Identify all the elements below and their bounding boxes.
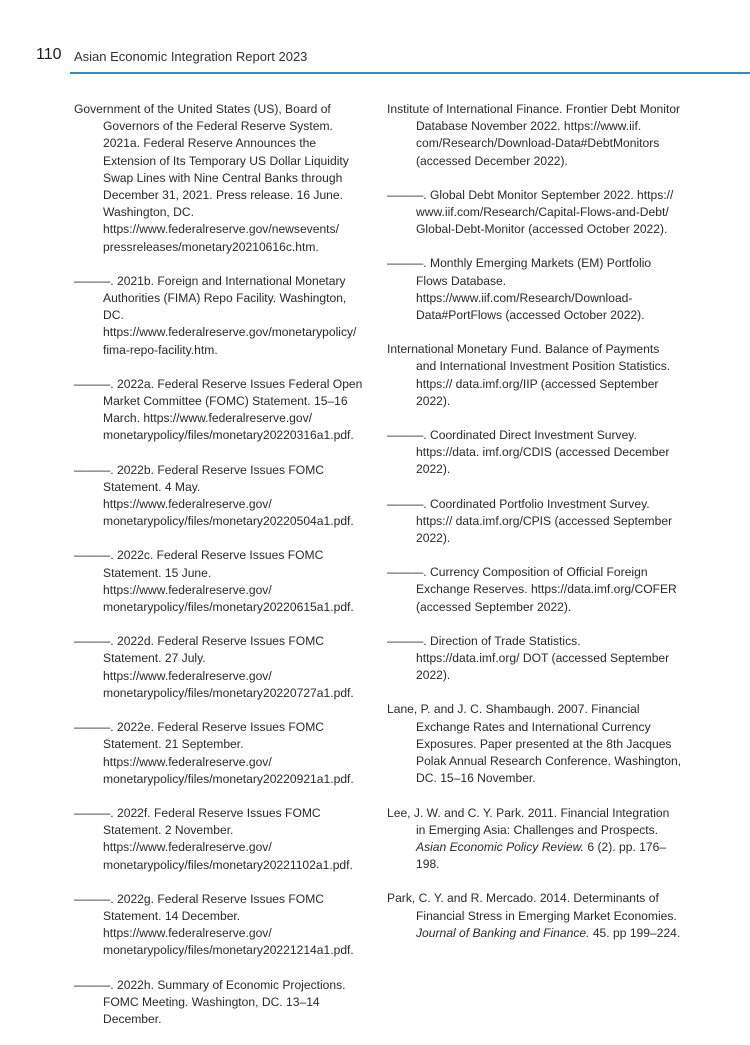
reference-entry: ———. Direction of Trade Statistics. https://data.imf.org/ DOT (accessed September 2022). xyxy=(387,633,670,683)
reference-entry: ———. 2022c. Federal Reserve Issues FOMC Statement. 15 June. https://www.federalreserve.gov/ monetarypolicy/files/monetary20220615a1.pdf. xyxy=(74,548,354,615)
running-title: Asian Economic Integration Report 2023 xyxy=(74,49,308,64)
reference-entry: ———. 2022a. Federal Reserve Issues Federal Open Market Committee (FOMC) Statement. 15–16 March. https://www.federalreserve.gov/ monetarypolicy/files/monetary20220316a1.pdf. xyxy=(74,376,363,443)
reference-entry xyxy=(387,890,682,942)
reference-text: 6 (2). pp. 176–198. xyxy=(416,839,667,872)
journal-title: Journal of Banking and Finance. xyxy=(416,925,590,940)
reference-entry: ———. 2022d. Federal Reserve Issues FOMC Statement. 27 July. https://www.federalreserve.gov/ monetarypolicy/files/monetary20220727a1.pdf. xyxy=(74,634,354,700)
reference-entry: Government of the United States (US), Board of Governors of the Federal Reserve System. 2021a. Federal Reserve Announces the Extension of Its Temporary US Dollar Liquidity Swap Lines with Nine Central Banks through December 31, 2021. Press release. 16 June. Washington, DC. https://www.federalreserve.gov/newsevents/ pressreleases/monetary20210616c.htm. xyxy=(74,102,349,254)
reference-entry xyxy=(387,805,682,874)
reference-entry: Institute of International Finance. Frontier Debt Monitor Database November 2022. https://www.iif. com/Research/Download-Data#DebtMonitors (accessed December 2022). xyxy=(387,102,681,168)
references-right-column xyxy=(387,101,682,959)
reference-entry: ———. Coordinated Portfolio Investment Survey. https:// data.imf.org/CPIS (accessed September 2022). xyxy=(387,496,673,546)
references-left-column xyxy=(74,101,364,1045)
page-header xyxy=(0,0,750,75)
reference-entry: ———. 2022g. Federal Reserve Issues FOMC Statement. 14 December. https://www.federalreserve.gov/ monetarypolicy/files/monetary20221214a1.pdf. xyxy=(74,891,354,958)
reference-entry: ———. Global Debt Monitor September 2022. https:// www.iif.com/Research/Capital-Flows-and-Debt/ Global-Debt-Monitor (accessed October 2022). xyxy=(387,187,674,237)
header-rule xyxy=(70,72,750,74)
reference-text: 45. pp 199–224. xyxy=(589,925,681,940)
page-number: 110 xyxy=(36,46,62,63)
reference-entry: ———. 2022b. Federal Reserve Issues FOMC Statement. 4 May. https://www.federalreserve.gov/ monetarypolicy/files/monetary20220504a1.pdf. xyxy=(74,462,354,529)
reference-entry: ———. 2022h. Summary of Economic Projections. FOMC Meeting. Washington, DC. 13–14 December. xyxy=(74,977,346,1026)
journal-title: Asian Economic Policy Review. xyxy=(416,839,585,854)
reference-entry: ———. 2021b. Foreign and International Monetary Authorities (FIMA) Repo Facility. Washington, DC. https://www.federalreserve.gov/monetarypolicy/ fima-repo-facility.htm. xyxy=(74,273,357,357)
reference-entry: ———. Coordinated Direct Investment Survey. https://data. imf.org/CDIS (accessed December 2022). xyxy=(387,428,670,477)
reference-entry: ———. 2022e. Federal Reserve Issues FOMC Statement. 21 September. https://www.federalreserve.gov/ monetarypolicy/files/monetary20220921a1.pdf. xyxy=(74,720,354,786)
reference-entry: International Monetary Fund. Balance of Payments and International Investment Position Statistics. https:// data.imf.org/IIP (accessed September 2022). xyxy=(387,342,671,408)
reference-entry: Lane, P. and J. C. Shambaugh. 2007. Financial Exchange Rates and International Currency Exposures. Paper presented at the 8th Jacques Polak Annual Research Conference. Washington, DC. 15–16 November. xyxy=(387,702,682,786)
reference-text: Lee, J. W. and C. Y. Park. 2011. Financial Integration in Emerging Asia: Challenges and Prospects. xyxy=(387,805,670,837)
reference-entry: ———. Currency Composition of Official Foreign Exchange Reserves. https://data.imf.org/COFER (accessed September 2022). xyxy=(387,565,677,614)
reference-entry: ———. Monthly Emerging Markets (EM) Portfolio Flows Database. https://www.iif.com/Research/Download-Data#PortFlows (accessed October 2022). xyxy=(387,256,652,323)
reference-text: Park, C. Y. and R. Mercado. 2014. Determinants of Financial Stress in Emerging Market Economies. xyxy=(387,891,677,923)
reference-entry: ———. 2022f. Federal Reserve Issues FOMC Statement. 2 November. https://www.federalreserve.gov/ monetarypolicy/files/monetary20221102a1.pdf. xyxy=(74,805,353,872)
